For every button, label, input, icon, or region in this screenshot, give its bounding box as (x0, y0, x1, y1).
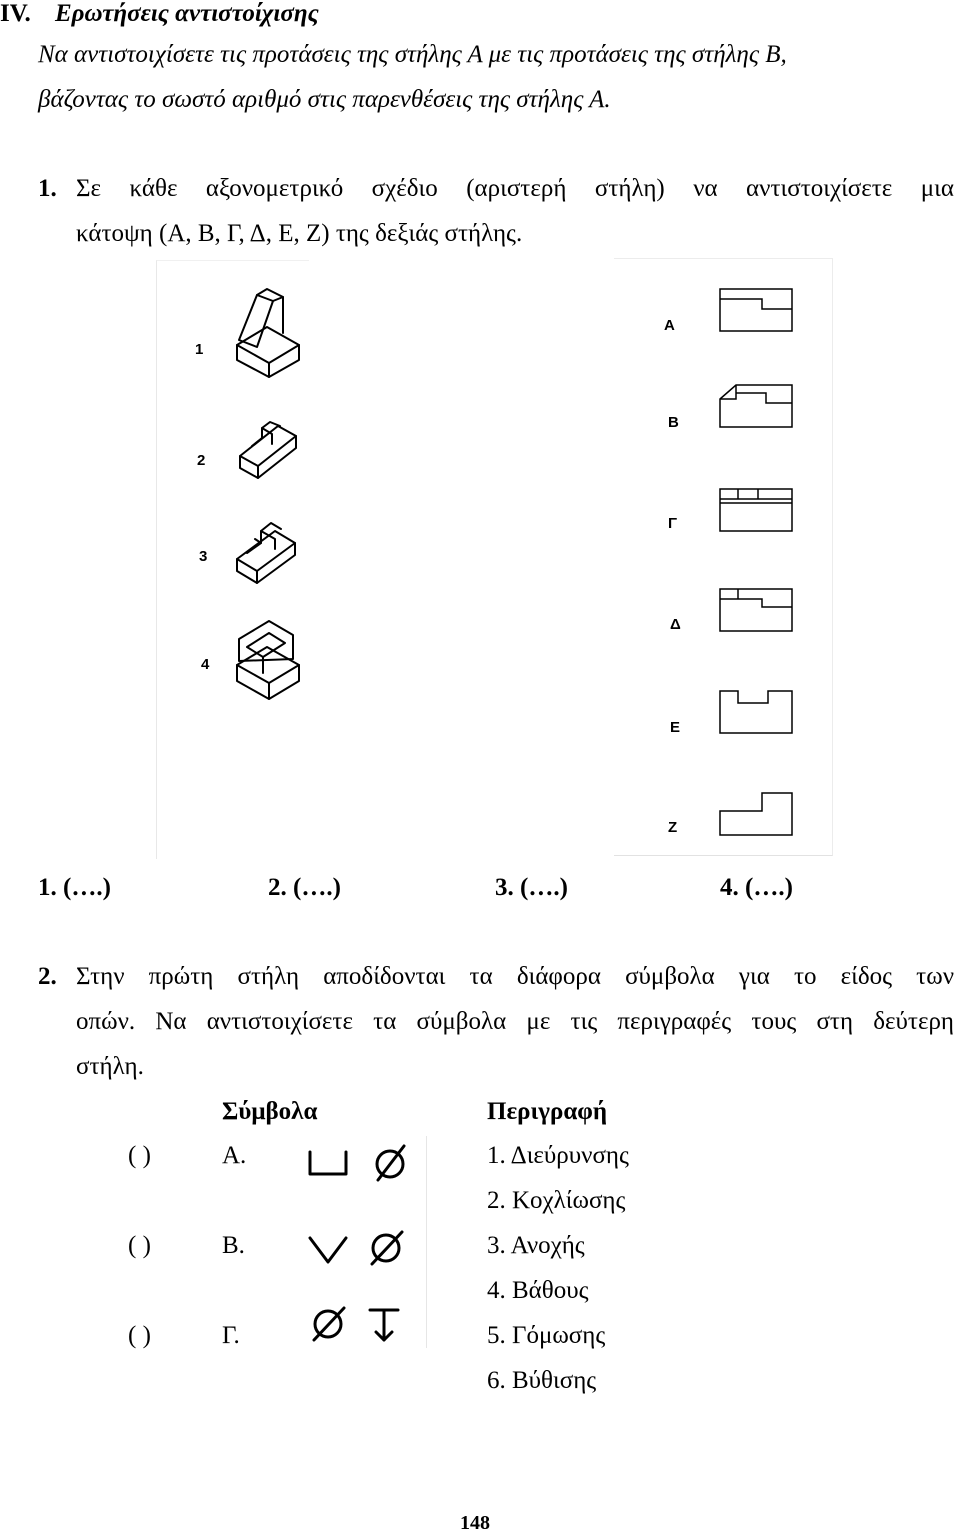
plan-view-a (718, 287, 794, 333)
plan-view-z (718, 791, 794, 837)
description-5: 5. Γόμωσης (487, 1322, 606, 1349)
answer-slot-3: 3. (….) (495, 874, 568, 901)
axonometric-drawing-3 (231, 509, 311, 589)
answer-slot-4: 4. (….) (720, 874, 793, 901)
plan-label-g: Γ (668, 515, 678, 532)
answer-slot-1: 1. (….) (38, 874, 111, 901)
symbol-row-g-blank: ( ) (128, 1322, 151, 1349)
axonometric-figure-panel (156, 260, 309, 859)
description-4: 4. Βάθους (487, 1277, 589, 1304)
plan-view-d (718, 587, 794, 633)
section-number: IV. (0, 0, 31, 27)
axonometric-drawing-4 (229, 613, 309, 708)
question-1-number: 1. (38, 175, 57, 202)
plan-view-b (718, 379, 794, 429)
symbol-row-g-letter: Γ. (222, 1322, 240, 1349)
intro-line-1: Να αντιστοιχίσετε τις προτάσεις της στήλης Α με τις προτάσεις της στήλης Β, (38, 41, 787, 68)
axonometric-label-4: 4 (201, 656, 210, 673)
diameter-depth-symbol (306, 1304, 426, 1348)
description-2: 2. Κοχλίωσης (487, 1187, 626, 1214)
description-1: 1. Διεύρυνσης (487, 1142, 629, 1169)
page-number: 148 (460, 1512, 490, 1534)
question-2-text-line-2: οπών. Να αντιστοιχίσετε τα σύμβολα με τις περιγραφές τους στη δεύτερη (76, 1008, 954, 1035)
countersink-diameter-symbol (306, 1230, 426, 1270)
plan-label-z: Z (668, 819, 678, 836)
question-1-text-line-1: Σε κάθε αξονομετρικό σχέδιο (αριστερή στήλη) να αντιστοιχίσετε μια (76, 175, 954, 202)
symbol-row-b-letter: Β. (222, 1232, 245, 1259)
axonometric-label-1: 1 (195, 341, 204, 358)
question-2-number: 2. (38, 963, 57, 990)
section-title: Ερωτήσεις αντιστοίχισης (55, 0, 319, 27)
plan-label-b: B (668, 414, 679, 431)
plan-label-d: Δ (670, 616, 681, 633)
plan-label-a: A (664, 317, 675, 334)
plan-view-figure-panel (614, 258, 833, 856)
hole-symbols-panel (286, 1136, 427, 1348)
answer-slot-2: 2. (….) (268, 874, 341, 901)
counterbore-diameter-symbol (306, 1142, 426, 1182)
question-2-text-line-3: στήλη. (76, 1053, 144, 1080)
axonometric-label-3: 3 (199, 548, 208, 565)
symbol-row-a-blank: ( ) (128, 1142, 151, 1169)
axonometric-drawing-2 (232, 406, 312, 486)
intro-line-2: βάζοντας το σωστό αριθμό στις παρενθέσεις της στήλης Α. (38, 86, 611, 113)
symbol-row-a-letter: Α. (222, 1142, 247, 1169)
plan-label-e: E (670, 719, 681, 736)
question-1-text-line-2: κάτοψη (Α, Β, Γ, Δ, Ε, Ζ) της δεξιάς στήλης. (76, 220, 523, 247)
symbols-column-header: Σύμβολα (222, 1098, 318, 1125)
question-2-text-line-1: Στην πρώτη στήλη αποδίδονται τα διάφορα σύμβολα για το είδος των (76, 963, 954, 990)
description-3: 3. Ανοχής (487, 1232, 585, 1259)
description-column-header: Περιγραφή (487, 1098, 608, 1125)
symbol-row-b-blank: ( ) (128, 1232, 151, 1259)
plan-view-g (718, 487, 794, 533)
axonometric-drawing-1 (229, 285, 309, 380)
description-6: 6. Βύθισης (487, 1367, 597, 1394)
axonometric-label-2: 2 (197, 452, 206, 469)
plan-view-e (718, 689, 794, 735)
